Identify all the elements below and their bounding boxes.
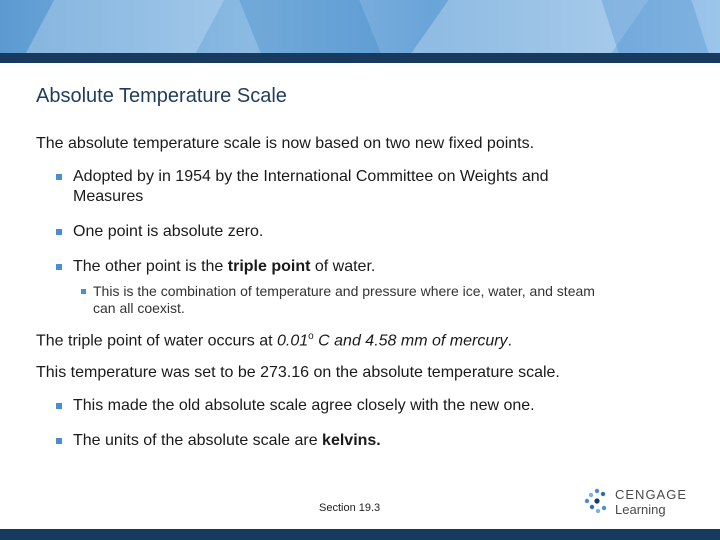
- square-bullet-icon: [56, 264, 62, 270]
- bullet-adopted-line2: Measures: [73, 188, 144, 205]
- bullet-triple-post: of water.: [310, 258, 376, 275]
- bullet-adopted: [36, 167, 686, 207]
- intro-text: The absolute temperature scale is now based on two new fixed points.: [36, 135, 535, 152]
- banner-shard: [239, 0, 380, 53]
- cengage-mark-icon: [583, 487, 611, 517]
- square-bullet-icon: [56, 229, 62, 235]
- triple-point-text: [36, 327, 686, 351]
- bullet-triple-pre: The other point is the: [73, 258, 228, 275]
- triple-post: .: [507, 332, 512, 350]
- bullet-absolute-zero: [36, 222, 686, 242]
- section-label: Section 19.3: [319, 502, 381, 514]
- triple-pre: The triple point of water occurs at: [36, 332, 277, 350]
- bullet-agree-text: This made the old absolute scale agree closely with the new one.: [73, 397, 535, 415]
- triple-italic-b: C and 4.58 mm of mercury: [313, 332, 508, 350]
- sub-bullet-line1: This is the combination of temperature and pressure where ice, water, and steam: [93, 283, 595, 299]
- square-bullet-icon: [56, 438, 62, 444]
- cengage-logo: [583, 485, 693, 519]
- bullet-triple-bold: triple point: [227, 258, 311, 275]
- logo-word-learning: Learning: [615, 502, 666, 517]
- square-bullet-icon: [56, 174, 62, 180]
- triple-italic-a: 0.01: [277, 332, 309, 350]
- bullet-kelvins-pre: The units of the absolute scale are: [73, 432, 323, 450]
- header-rule: [0, 53, 720, 63]
- bullet-agree: [36, 396, 686, 416]
- header-banner: [0, 0, 720, 53]
- sub-bullet-coexist: [36, 283, 686, 317]
- bullet-triple-point: [36, 257, 686, 277]
- banner-shard: [601, 0, 708, 53]
- bullet-absolute-zero-text: One point is absolute zero.: [73, 223, 264, 240]
- square-bullet-icon: [56, 403, 62, 409]
- bullet-kelvins-bold: kelvins.: [322, 432, 381, 450]
- set-temperature-text: This temperature was set to be 273.16 on the absolute temperature scale.: [36, 364, 560, 382]
- sub-bullet-line2: can all coexist.: [93, 300, 185, 316]
- slide-title: Absolute Temperature Scale: [36, 85, 287, 107]
- bullet-kelvins: [36, 431, 686, 451]
- degree-superscript: o: [308, 331, 314, 342]
- slide-body: [36, 134, 686, 451]
- banner-shard: [26, 0, 224, 53]
- logo-word-cengage: CENGAGE: [615, 487, 688, 502]
- footer-rule: [0, 529, 720, 540]
- square-bullet-icon: [81, 289, 86, 294]
- bullet-adopted-line1: Adopted by in 1954 by the International Committee on Weights and: [73, 168, 549, 185]
